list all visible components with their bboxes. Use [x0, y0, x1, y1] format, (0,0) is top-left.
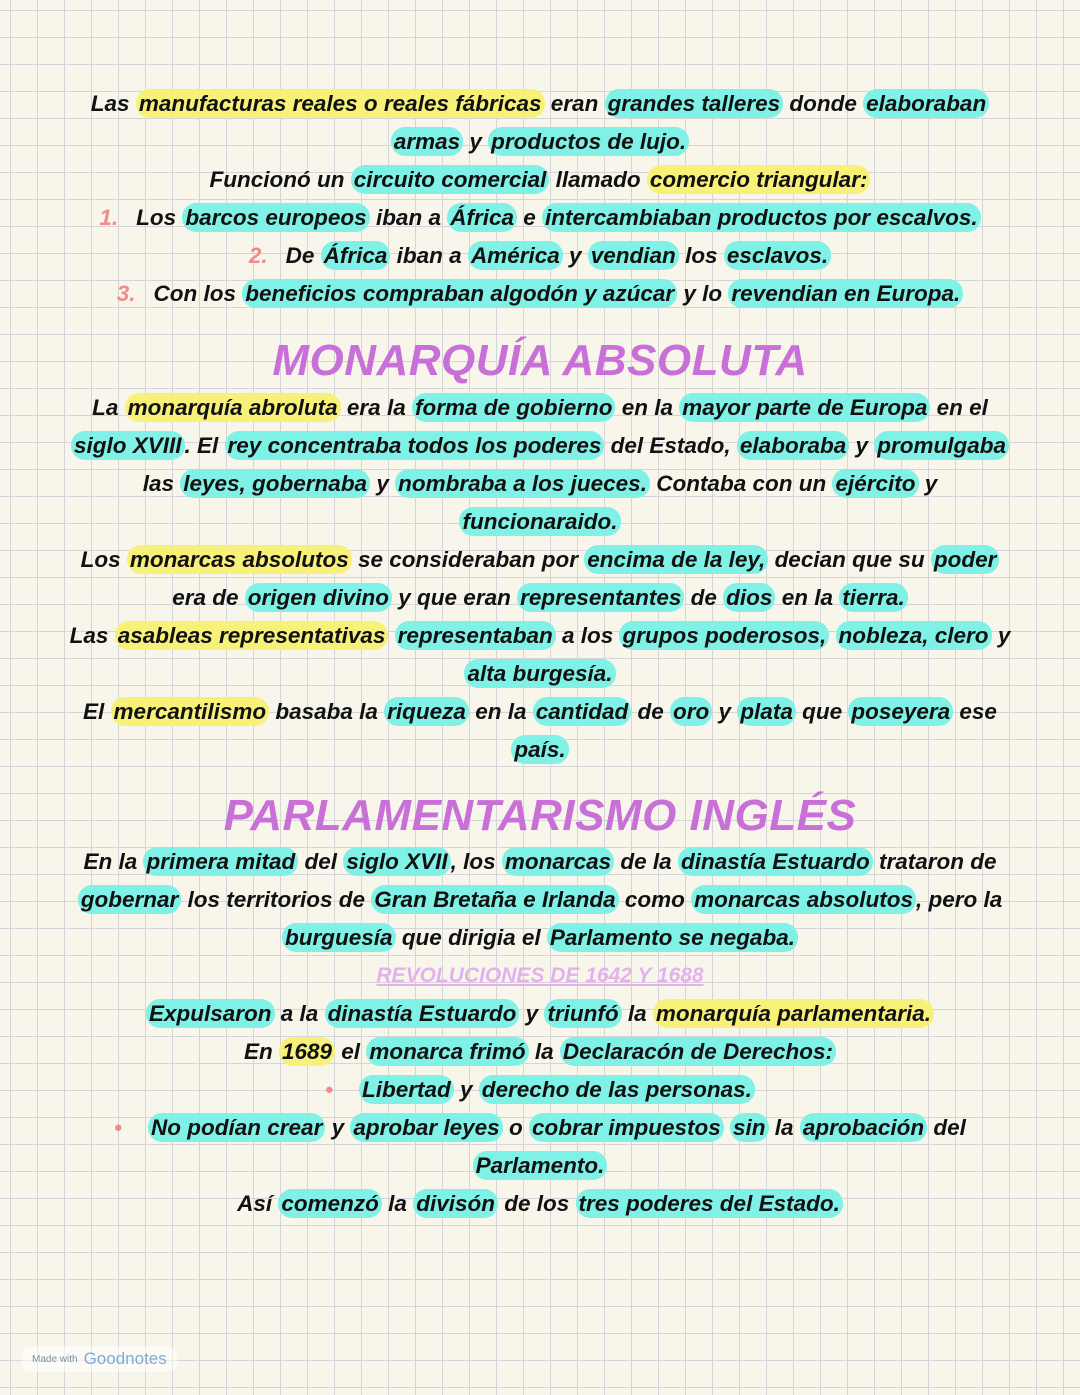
parlamento-line-1: En la primera mitad del siglo XVII , los monarcas de la dinastía Estuardo trataron de — [83, 849, 997, 874]
intro-line-3: Funcionó un circuito comercial llamado comercio triangular: — [40, 161, 1040, 199]
parlamento-line-3: burguesía que dirigia el Parlamento se negaba. — [40, 919, 1040, 957]
list-item-2: 2. De África iban a América y vendian los esclavos. — [40, 237, 1040, 275]
monarquia-line-3: las leyes, gobernaba y nombraba a los jueces. Contaba con un ejército y — [142, 471, 938, 496]
intro-line-1: Las manufacturas reales o reales fábricas eran grandes talleres donde elaboraban — [40, 85, 1040, 123]
bullet-item-2: • No podían crear y aprobar leyes o cobrar impuestos sin la aprobación del — [114, 1115, 966, 1140]
monarquia-line-2: siglo XVIII . El rey concentraba todos los poderes del Estado, elaboraba y promulgaba — [40, 427, 1040, 465]
parlamento-line-6: Así comenzó la divisón de los tres poderes del Estado. — [40, 1185, 1040, 1223]
monarquia-line-1: La monarquía abroluta era la forma de gobierno en la mayor parte de Europa en el — [92, 395, 988, 420]
list-item-3: 3. Con los beneficios compraban algodón y azúcar y lo revendian en Europa. — [40, 275, 1040, 313]
monarquia-line-6: era de origen divino y que eran representantes de dios en la tierra. — [40, 579, 1040, 617]
parlamento-line-4: Expulsaron a la dinastía Estuardo y triunfó la monarquía parlamentaria. — [40, 995, 1040, 1033]
heading-monarquia-absoluta: MONARQUÍA ABSOLUTA — [272, 336, 808, 385]
list-item-1: 1. Los barcos europeos iban a África e intercambiaban productos por escalvos. — [40, 199, 1040, 237]
bullet-item-2-continued: Parlamento. — [40, 1147, 1040, 1185]
made-with-label: Made with — [32, 1353, 78, 1365]
monarquia-line-5: Los monarcas absolutos se consideraban por encima de la ley, decian que su poder — [40, 541, 1040, 579]
parlamento-line-2: gobernar los territorios de Gran Bretaña e Irlanda como monarcas absolutos , pero la — [40, 881, 1040, 919]
intro-line-2: armas y productos de lujo. — [40, 123, 1040, 161]
goodnotes-badge — [22, 1346, 177, 1372]
heading-parlamentarismo-ingles: PARLAMENTARISMO INGLÉS — [223, 791, 857, 840]
monarquia-line-8: alta burgesía. — [40, 655, 1040, 693]
monarquia-line-7: Las asableas representativas representaban a los grupos poderosos, nobleza, clero y — [69, 623, 1011, 648]
parlamento-line-5: En 1689 el monarca frimó la Declaracón de Derechos: — [40, 1033, 1040, 1071]
monarquia-line-10: país. — [40, 731, 1040, 769]
subheading-revoluciones: REVOLUCIONES DE 1642 Y 1688 — [376, 964, 704, 987]
monarquia-line-9: El mercantilismo basaba la riqueza en la cantidad de oro y plata que poseyera ese — [83, 699, 997, 724]
monarquia-line-4: funcionaraido. — [40, 503, 1040, 541]
goodnotes-logo: Goodnotes — [83, 1349, 167, 1368]
bullet-item-1: • Libertad y derecho de las personas. — [40, 1071, 1040, 1109]
